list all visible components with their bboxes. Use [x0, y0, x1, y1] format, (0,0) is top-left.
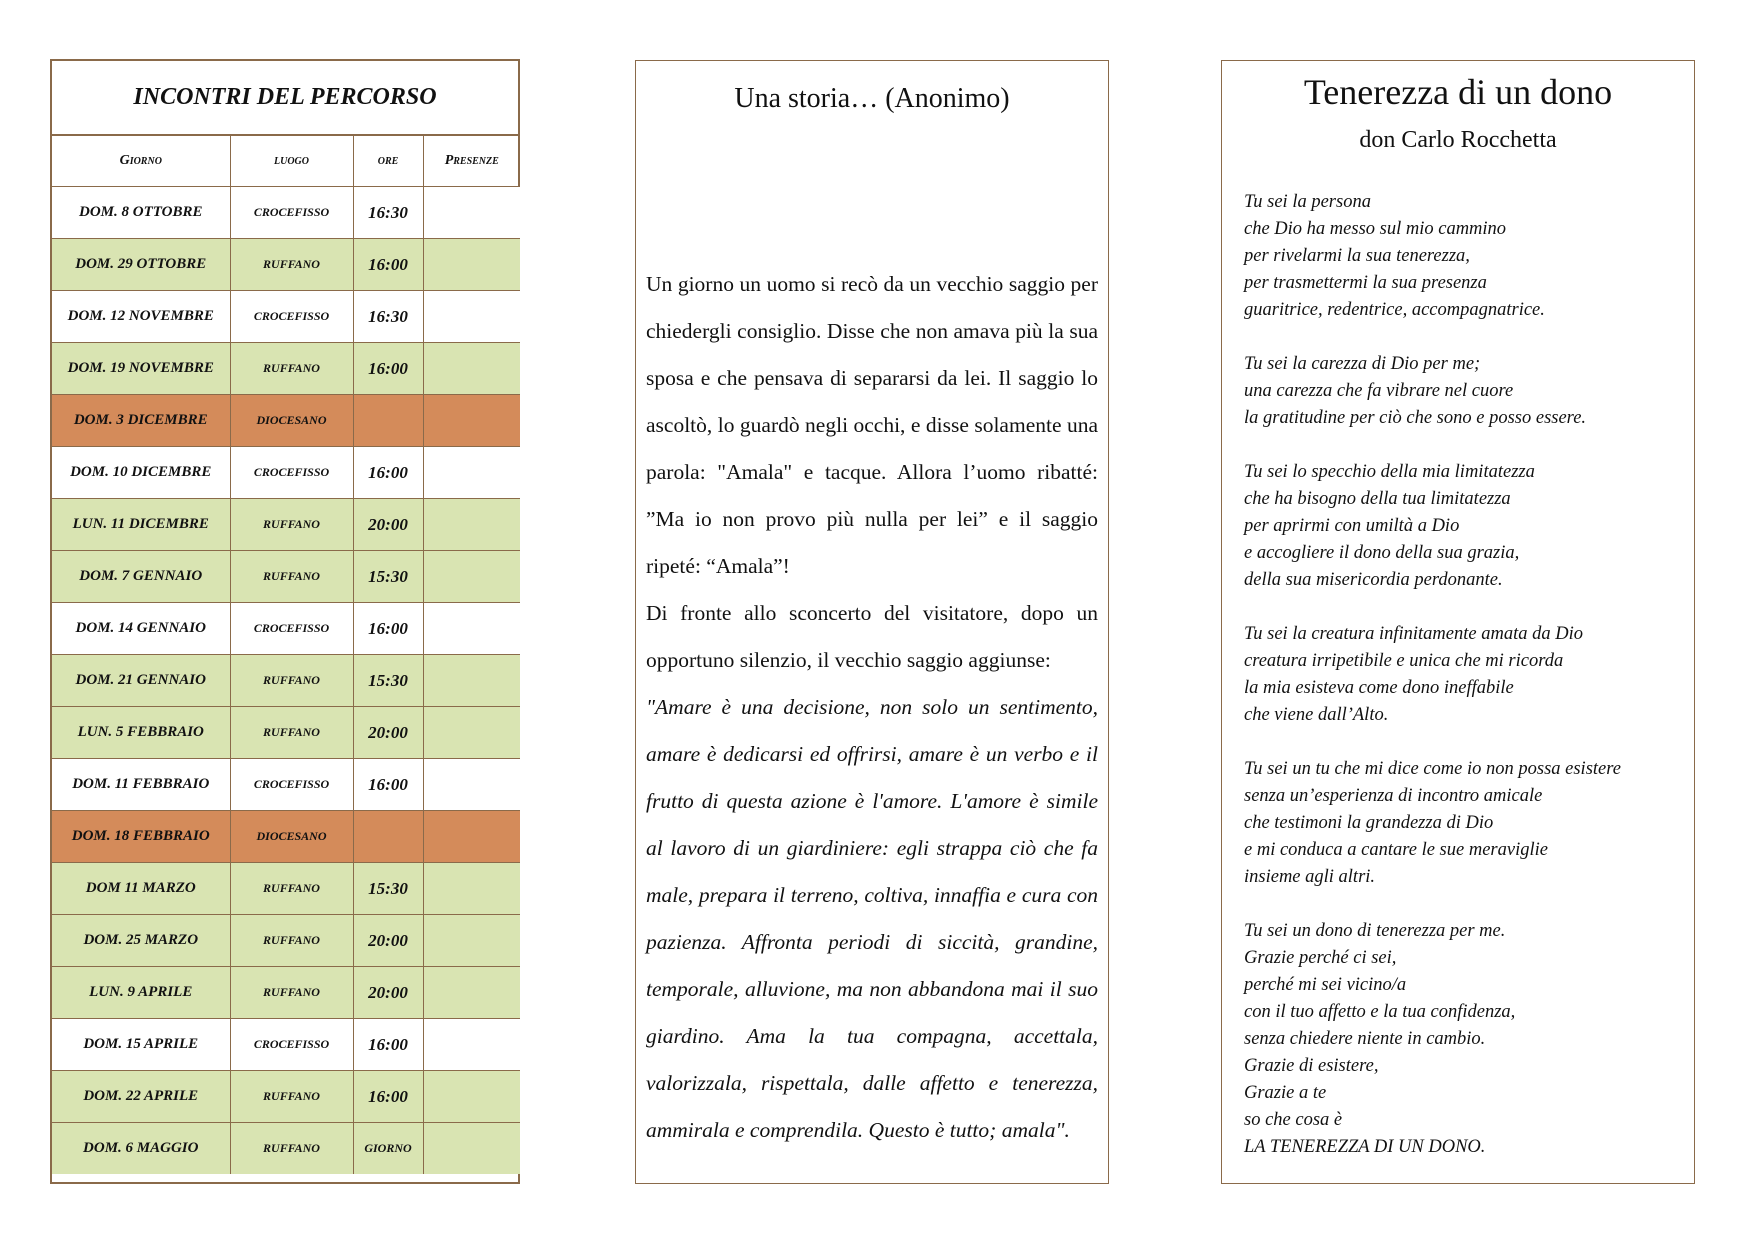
poem-line: insieme agli altri. [1244, 867, 1376, 887]
schedule-place-cell: CROCEFISSO [230, 1019, 353, 1071]
schedule-time-cell: 15:30 [353, 863, 423, 915]
schedule-place-cell: DIOCESANO [230, 811, 353, 863]
schedule-presence-cell [423, 343, 520, 395]
schedule-row [52, 863, 520, 915]
poem-line: della sua misericordia perdonante. [1244, 570, 1503, 590]
schedule-day-cell: DOM. 12 NOVEMBRE [52, 291, 230, 343]
poem-line: creatura irripetibile e unica che mi ricorda [1244, 651, 1564, 671]
schedule-row [52, 187, 520, 239]
schedule-time-cell: 20:00 [353, 499, 423, 551]
schedule-presence-cell [423, 759, 520, 811]
schedule-row [52, 343, 520, 395]
poem-line: che Dio ha messo sul mio cammino [1244, 219, 1507, 239]
schedule-time-cell: 16:00 [353, 759, 423, 811]
poem-line: per rivelarmi la sua tenerezza, [1244, 246, 1470, 266]
schedule-time-cell: 16:00 [353, 1019, 423, 1071]
poem-line: Tu sei la persona [1244, 192, 1371, 212]
schedule-time-cell: 16:00 [353, 239, 423, 291]
schedule-day-cell: DOM. 6 MAGGIO [52, 1123, 230, 1175]
poem-stanza [1244, 459, 1684, 594]
poem-line: Grazie di esistere, [1244, 1056, 1379, 1076]
schedule-time-cell: 20:00 [353, 915, 423, 967]
schedule-time-cell: 16:30 [353, 291, 423, 343]
story-title: Una storia… (Anonimo) [734, 83, 1010, 114]
schedule-presence-cell [423, 551, 520, 603]
poem-body [1244, 189, 1684, 1161]
story-quote: "Amare è una decisione, non solo un sentimento, amare è dedicarsi ed offrirsi, amare è un verbo e il frutto di questa azione è l'amore. L'amore è simile al lavoro di un giardiniere: egli strappa ciò che fa male, prepara il terreno, coltiva, innaffia e cura con pazienza. Affronta periodi di siccità, grandine, temporale, alluvione, ma non abbandona mai il suo giardino. Ama la tua compagna, accettala, valorizzala, rispettala, dalle affetto e tenerezza, ammirala e comprendila. Questo è tutto; amala". [646, 695, 1098, 1142]
schedule-presence-cell [423, 863, 520, 915]
schedule-place-cell: RUFFANO [230, 863, 353, 915]
schedule-time-cell: GIORNO [353, 1123, 423, 1175]
story-paragraph-1: Un giorno un uomo si recò da un vecchio saggio per chiedergli consiglio. Disse che non amava più la sua sposa e che pensava di separarsi da lei. Il saggio lo ascoltò, lo guardò negli occhi, e disse solamente una parola: "Amala" e tacque. Allora l’uomo ribatté: ”Ma io non provo più nulla per lei” e il saggio ripeté: “Amala”! [646, 272, 1098, 578]
poem-line: Grazie perché ci sei, [1244, 948, 1397, 968]
schedule-day-cell: DOM. 21 GENNAIO [52, 655, 230, 707]
schedule-presence-cell [423, 1123, 520, 1175]
schedule-presence-cell [423, 395, 520, 447]
schedule-place-cell: CROCEFISSO [230, 291, 353, 343]
poem-line: Tu sei un tu che mi dice come io non possa esistere [1244, 759, 1621, 779]
poem-line: che testimoni la grandezza di Dio [1244, 813, 1494, 833]
schedule-time-cell: 15:30 [353, 551, 423, 603]
schedule-presence-cell [423, 967, 520, 1019]
schedule-day-cell: LUN. 5 FEBBRAIO [52, 707, 230, 759]
schedule-row [52, 603, 520, 655]
schedule-day-cell: DOM. 25 MARZO [52, 915, 230, 967]
poem-line: con il tuo affetto e la tua confidenza, [1244, 1002, 1516, 1022]
poem-line: so che cosa è [1244, 1110, 1343, 1130]
schedule-place-cell: CROCEFISSO [230, 187, 353, 239]
schedule-time-cell: 20:00 [353, 707, 423, 759]
poem-line: la mia esisteva come dono ineffabile [1244, 678, 1514, 698]
schedule-presence-cell [423, 1019, 520, 1071]
schedule-place-cell: RUFFANO [230, 707, 353, 759]
schedule-row [52, 811, 520, 863]
story-body [646, 261, 1098, 1154]
schedule-row [52, 915, 520, 967]
schedule-place-cell: RUFFANO [230, 551, 353, 603]
schedule-presence-cell [423, 499, 520, 551]
schedule-place-cell: RUFFANO [230, 239, 353, 291]
poem-title: Tenerezza di un dono [1303, 72, 1613, 112]
schedule-row [52, 551, 520, 603]
poem-line: che ha bisogno della tua limitatezza [1244, 489, 1511, 509]
schedule-presence-cell [423, 655, 520, 707]
schedule-presence-cell [423, 187, 520, 239]
schedule-time-cell: 16:00 [353, 447, 423, 499]
schedule-day-cell: DOM. 3 DICEMBRE [52, 395, 230, 447]
schedule-presence-cell [423, 603, 520, 655]
schedule-row [52, 967, 520, 1019]
schedule-place-cell: RUFFANO [230, 655, 353, 707]
schedule-time-cell [353, 811, 423, 863]
schedule-body [52, 187, 520, 1175]
schedule-day-cell: DOM. 10 DICEMBRE [52, 447, 230, 499]
schedule-presence-cell [423, 707, 520, 759]
schedule-day-cell: DOM. 8 OTTOBRE [52, 187, 230, 239]
poem-line: Tu sei la carezza di Dio per me; [1244, 354, 1481, 374]
schedule-time-cell: 20:00 [353, 967, 423, 1019]
poem-line: per aprirmi con umiltà a Dio [1244, 516, 1460, 536]
schedule-presence-cell [423, 1071, 520, 1123]
poem-line: Grazie a te [1244, 1083, 1327, 1103]
schedule-row [52, 1071, 520, 1123]
schedule-row [52, 499, 520, 551]
poem-line: una carezza che fa vibrare nel cuore [1244, 381, 1514, 401]
schedule-row [52, 655, 520, 707]
schedule-day-cell: DOM. 14 GENNAIO [52, 603, 230, 655]
header-time: ore [353, 136, 423, 187]
poem-stanza [1244, 351, 1684, 432]
poem-line: la gratitudine per ciò che sono e posso essere. [1244, 408, 1587, 428]
schedule-time-cell: 16:00 [353, 343, 423, 395]
poem-line: che viene dall’Alto. [1244, 705, 1389, 725]
schedule-day-cell: DOM. 18 FEBBRAIO [52, 811, 230, 863]
schedule-time-cell: 15:30 [353, 655, 423, 707]
schedule-place-cell: RUFFANO [230, 915, 353, 967]
poem-stanza [1244, 756, 1684, 891]
schedule-day-cell: DOM. 19 NOVEMBRE [52, 343, 230, 395]
schedule-day-cell: DOM. 15 APRILE [52, 1019, 230, 1071]
schedule-day-cell: DOM. 29 OTTOBRE [52, 239, 230, 291]
schedule-presence-cell [423, 447, 520, 499]
schedule-place-cell: RUFFANO [230, 499, 353, 551]
schedule-row [52, 447, 520, 499]
poem-stanza [1244, 918, 1684, 1161]
schedule-day-cell: DOM. 7 GENNAIO [52, 551, 230, 603]
schedule-row [52, 759, 520, 811]
schedule-row [52, 395, 520, 447]
schedule-row [52, 1123, 520, 1175]
schedule-place-cell: RUFFANO [230, 967, 353, 1019]
poem-line: Tu sei la creatura infinitamente amata da Dio [1244, 624, 1583, 644]
schedule-time-cell: 16:30 [353, 187, 423, 239]
schedule-time-cell [353, 395, 423, 447]
poem-line: Tu sei lo specchio della mia limitatezza [1244, 462, 1535, 482]
schedule-place-cell: RUFFANO [230, 1123, 353, 1175]
header-presence: Presenze [423, 136, 520, 187]
poem-line: LA TENEREZZA DI UN DONO. [1244, 1137, 1486, 1157]
story-paragraph-2: Di fronte allo sconcerto del visitatore, dopo un opportuno silenzio, il vecchio saggio aggiunse: [646, 601, 1098, 672]
schedule-day-cell: DOM. 22 APRILE [52, 1071, 230, 1123]
schedule-row [52, 291, 520, 343]
schedule-time-cell: 16:00 [353, 1071, 423, 1123]
poem-line: e accogliere il dono della sua grazia, [1244, 543, 1520, 563]
header-place: luogo [230, 136, 353, 187]
schedule-row [52, 707, 520, 759]
poem-line: Tu sei un dono di tenerezza per me. [1244, 921, 1506, 941]
schedule-presence-cell [423, 291, 520, 343]
schedule-table [50, 59, 520, 1184]
schedule-place-cell: CROCEFISSO [230, 603, 353, 655]
story-panel [635, 60, 1109, 1184]
schedule-presence-cell [423, 239, 520, 291]
schedule-place-cell: CROCEFISSO [230, 759, 353, 811]
schedule-header-row [52, 136, 520, 187]
poem-line: senza chiedere niente in cambio. [1244, 1029, 1486, 1049]
schedule-day-cell: DOM. 11 FEBBRAIO [52, 759, 230, 811]
poem-line: per trasmettermi la sua presenza [1244, 273, 1487, 293]
poem-line: guaritrice, redentrice, accompagnatrice. [1244, 300, 1545, 320]
poem-panel [1221, 60, 1695, 1184]
schedule-place-cell: RUFFANO [230, 343, 353, 395]
schedule-row [52, 239, 520, 291]
schedule-grid [52, 136, 520, 1174]
schedule-place-cell: RUFFANO [230, 1071, 353, 1123]
schedule-time-cell: 16:00 [353, 603, 423, 655]
poem-line: perché mi sei vicino/a [1244, 975, 1407, 995]
schedule-presence-cell [423, 811, 520, 863]
schedule-place-cell: CROCEFISSO [230, 447, 353, 499]
schedule-title: INCONTRI DEL PERCORSO [52, 61, 518, 136]
poem-stanza [1244, 189, 1684, 324]
poem-author: don Carlo Rocchetta [1359, 127, 1557, 153]
poem-line: e mi conduca a cantare le sue meraviglie [1244, 840, 1548, 860]
schedule-row [52, 1019, 520, 1071]
header-day: Giorno [52, 136, 230, 187]
schedule-place-cell: DIOCESANO [230, 395, 353, 447]
schedule-day-cell: LUN. 9 APRILE [52, 967, 230, 1019]
schedule-day-cell: LUN. 11 DICEMBRE [52, 499, 230, 551]
schedule-presence-cell [423, 915, 520, 967]
poem-stanza [1244, 621, 1684, 729]
poem-line: senza un’esperienza di incontro amicale [1244, 786, 1543, 806]
schedule-day-cell: DOM 11 MARZO [52, 863, 230, 915]
